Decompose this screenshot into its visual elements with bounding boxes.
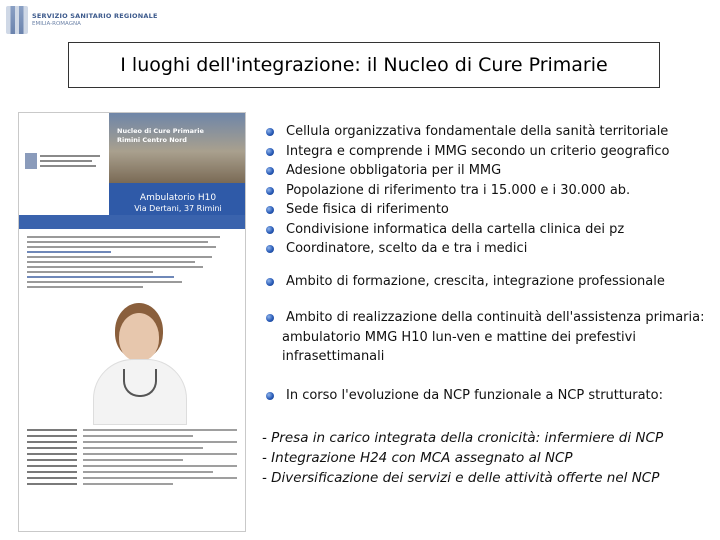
regional-emblem-icon: [6, 6, 28, 34]
poster-city-photo: [109, 113, 245, 183]
poster-body-text: [27, 233, 237, 291]
bullet-icon: [266, 187, 274, 195]
list-item: Popolazione di riferimento tra i 15.000 e i 30.000 ab.: [266, 181, 712, 201]
training-scope-item: Ambito di formazione, crescita, integrazione professionale: [266, 272, 720, 292]
poster-banner-text: [111, 193, 245, 213]
continuity-line3: infrasettimanali: [282, 349, 385, 364]
bullet-icon: [266, 392, 274, 400]
list-item: Integra e comprende i MMG secondo un criterio geografico: [266, 142, 712, 162]
page-title: I luoghi dell'integrazione: il Nucleo di Cure Primarie: [120, 54, 608, 76]
bullet-icon: [266, 245, 274, 253]
continuity-line1: Ambito di realizzazione della continuità dell'assistenza primaria:: [286, 310, 705, 325]
poster-banner-line2: Via Dertani, 37 Rimini: [134, 203, 222, 213]
logo-line1: SERVIZIO SANITARIO REGIONALE: [32, 12, 158, 20]
list-item: Sede fisica di riferimento: [266, 200, 712, 220]
evolution-item: In corso l'evoluzione da NCP funzionale a NCP strutturato:: [266, 386, 720, 406]
poster-doctor-illustration: [79, 313, 199, 423]
evolution-line: - Diversificazione dei servizi e delle attività offerte nel NCP: [262, 470, 660, 486]
title-box: [68, 42, 660, 88]
continuity-line2: ambulatorio MMG H10 lun-ven e mattine dei prefestivi: [282, 329, 636, 345]
evolution-line: - Integrazione H24 con MCA assegnato al NCP: [262, 450, 573, 466]
bullet-icon: [266, 278, 274, 286]
feature-list: [266, 122, 712, 259]
continuity-scope-item: [266, 308, 720, 367]
poster-photo-title-1: Nucleo di Cure Primarie: [117, 127, 204, 135]
ssr-logo: [6, 6, 176, 40]
list-item: Cellula organizzativa fondamentale della sanità territoriale: [266, 122, 712, 142]
poster-doctor-list: [27, 425, 237, 489]
poster-banner-line1: Ambulatorio H10: [139, 193, 217, 203]
logo-line2: EMILIA-ROMAGNA: [32, 21, 81, 27]
list-item: Condivisione informatica della cartella clinica dei pz: [266, 220, 712, 240]
poster-banner-sub: [19, 215, 245, 229]
ncp-poster-image: [18, 112, 246, 532]
list-item: Adesione obbligatoria per il MMG: [266, 161, 712, 181]
bullet-icon: [266, 148, 274, 156]
bullet-section: [266, 122, 712, 403]
evolution-list: [262, 428, 714, 488]
bullet-icon: [266, 167, 274, 175]
bullet-icon: [266, 314, 274, 322]
bullet-icon: [266, 128, 274, 136]
bullet-icon: [266, 226, 274, 234]
evolution-line: - Presa in carico integrata della cronicità: infermiere di NCP: [262, 430, 664, 446]
poster-photo-title-2: Rimini Centro Nord: [117, 135, 187, 144]
list-item: Coordinatore, scelto da e tra i medici: [266, 239, 712, 259]
bullet-icon: [266, 206, 274, 214]
poster-logo: [25, 153, 105, 177]
